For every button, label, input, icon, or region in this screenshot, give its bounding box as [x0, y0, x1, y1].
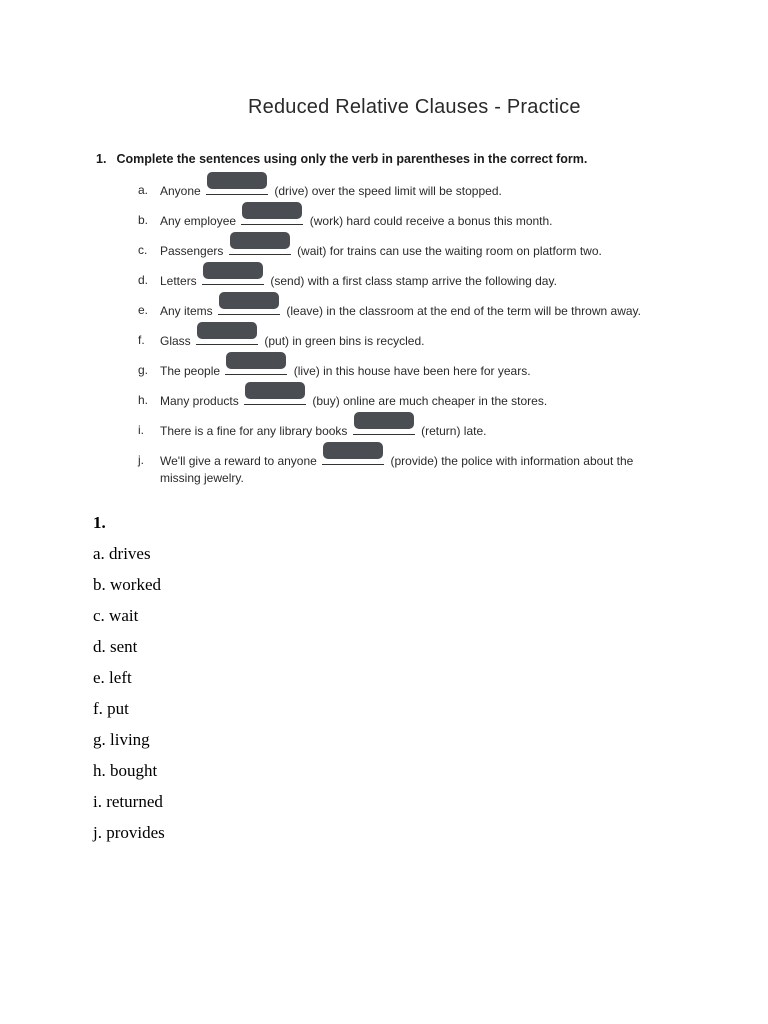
instruction-text: Complete the sentences using only the verb in parentheses in the correct form.: [116, 152, 588, 166]
item-text-before: Passengers: [160, 244, 224, 258]
answer-line: c. wait: [93, 606, 139, 625]
item-letter: j.: [138, 453, 144, 467]
item-text-after: (buy) online are much cheaper in the stores.: [312, 394, 548, 408]
exercise-list: [138, 182, 663, 487]
worksheet-instruction: [96, 152, 587, 166]
redaction-box: [197, 322, 257, 339]
exercise-item-f: [138, 332, 663, 350]
exercise-item-d: [138, 272, 663, 290]
item-letter: h.: [138, 393, 149, 407]
worksheet-image: [93, 88, 663, 503]
exercise-item-g: [138, 362, 663, 380]
answer-key: [93, 512, 165, 853]
item-text-before: There is a fine for any library books: [160, 424, 348, 438]
answer-line: e. left: [93, 668, 132, 687]
item-text-after: (drive) over the speed limit will be stopped.: [274, 184, 502, 198]
answer-heading: 1.: [93, 513, 106, 532]
redaction-box: [245, 382, 305, 399]
item-text-after: (put) in green bins is recycled.: [264, 334, 425, 348]
answer-blank: [244, 392, 306, 405]
answer-line: f. put: [93, 699, 129, 718]
item-text-before: The people: [160, 364, 221, 378]
item-text-after: (send) with a first class stamp arrive the following day.: [270, 274, 557, 288]
item-letter: i.: [138, 423, 144, 437]
redaction-box: [354, 412, 414, 429]
answer-line: i. returned: [93, 792, 163, 811]
answer-blank: [241, 212, 303, 225]
redaction-box: [203, 262, 263, 279]
item-text-after: (provide) the police with information about the missing jewelry.: [160, 454, 634, 485]
answer-blank: [353, 422, 415, 435]
item-letter: a.: [138, 183, 149, 197]
answer-line: g. living: [93, 730, 150, 749]
redaction-box: [323, 442, 383, 459]
redaction-box: [242, 202, 302, 219]
exercise-item-a: [138, 182, 663, 200]
answer-blank: [196, 332, 258, 345]
item-text-after: (leave) in the classroom at the end of the term will be thrown away.: [286, 304, 641, 318]
item-text-after: (wait) for trains can use the waiting room on platform two.: [297, 244, 602, 258]
redaction-box: [219, 292, 279, 309]
answer-line: a. drives: [93, 544, 151, 563]
instruction-number: 1.: [96, 152, 107, 166]
exercise-item-e: [138, 302, 663, 320]
exercise-item-h: [138, 392, 663, 410]
worksheet-title: Reduced Relative Clauses - Practice: [248, 96, 581, 118]
item-text-after: (work) hard could receive a bonus this month.: [309, 214, 553, 228]
item-text-before: Glass: [160, 334, 191, 348]
exercise-item-c: [138, 242, 663, 260]
exercise-item-i: [138, 422, 663, 440]
exercise-item-j: [138, 452, 663, 487]
item-letter: c.: [138, 243, 148, 257]
item-text-before: Letters: [160, 274, 197, 288]
item-text-before: Any employee: [160, 214, 237, 228]
item-text-before: We'll give a reward to anyone: [160, 454, 317, 468]
answer-blank: [322, 452, 384, 465]
item-letter: g.: [138, 363, 149, 377]
answer-line: d. sent: [93, 637, 138, 656]
item-text-after: (live) in this house have been here for years.: [293, 364, 531, 378]
redaction-box: [226, 352, 286, 369]
answer-blank: [225, 362, 287, 375]
answer-line: b. worked: [93, 575, 161, 594]
redaction-box: [230, 232, 290, 249]
item-letter: e.: [138, 303, 149, 317]
item-text-before: Many products: [160, 394, 239, 408]
answer-line: h. bought: [93, 761, 158, 780]
item-letter: f.: [138, 333, 145, 347]
exercise-item-b: [138, 212, 663, 230]
answer-blank: [218, 302, 280, 315]
item-letter: d.: [138, 273, 149, 287]
answer-blank: [206, 182, 268, 195]
item-text-before: Anyone: [160, 184, 201, 198]
redaction-box: [207, 172, 267, 189]
answer-blank: [229, 242, 291, 255]
answer-line: j. provides: [93, 823, 165, 842]
item-text-after: (return) late.: [421, 424, 487, 438]
item-letter: b.: [138, 213, 149, 227]
item-text-before: Any items: [160, 304, 213, 318]
answer-blank: [202, 272, 264, 285]
